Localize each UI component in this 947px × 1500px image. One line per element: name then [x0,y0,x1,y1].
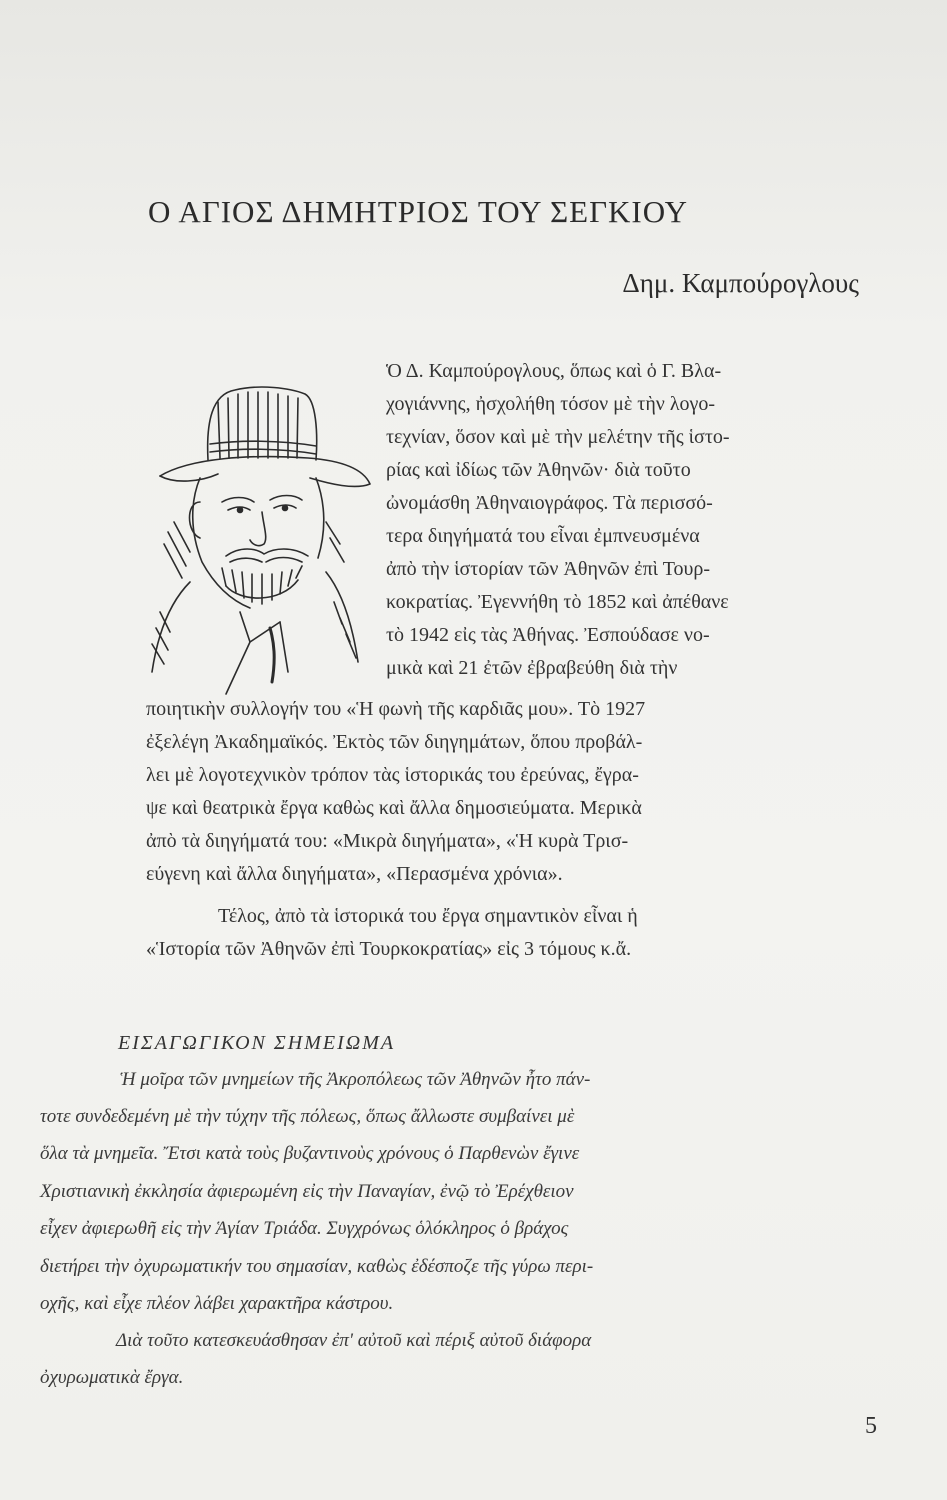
page-number: 5 [865,1413,877,1439]
intro-line: εἶχεν ἀφιερωθῆ εἰς τὴν Ἁγίαν Τριάδα. Συγχρόνως ὁλόκληρος ὁ βράχος [40,1218,569,1239]
bio-line: ἐξελέγη Ἀκαδημαϊκός. Ἐκτὸς τῶν διηγημάτων, ὅπου προβάλ- [146,731,643,753]
bio-line: κοκρατίας. Ἐγεννήθη τὸ 1852 καὶ ἀπέθανε [386,591,729,613]
intro-heading: ΕΙΣΑΓΩΓΙΚΟΝ ΣΗΜΕΙΩΜΑ [118,1032,396,1054]
intro-line: Διὰ τοῦτο κατεσκευάσθησαν ἐπ' αὐτοῦ καὶ πέριξ αὐτοῦ διάφορα [116,1330,592,1351]
bio-line: χογιάννης, ἠσχολήθη τόσον μὲ τὴν λογο- [386,393,716,415]
intro-line: διετήρει τὴν ὀχυρωματικήν του σημασίαν, καθὼς ἐδέσποζε τῆς γύρω περι- [40,1256,594,1277]
intro-line: Ἡ μοῖρα τῶν μνημείων τῆς Ἀκροπόλεως τῶν Ἀθηνῶν ἦτο πάν- [120,1069,591,1090]
bio-line: τὸ 1942 εἰς τὰς Ἀθήνας. Ἐσπούδασε νο- [386,624,710,646]
page-title: Ο ΑΓΙΟΣ ΔΗΜΗΤΡΙΟΣ ΤΟΥ ΣΕΓΚΙΟΥ [148,194,688,229]
author-name: Δημ. Καμπούρογλους [622,268,859,298]
bio-line: τεχνίαν, ὅσον καὶ μὲ τὴν μελέτην τῆς ἱστο- [386,426,730,448]
intro-line: ὀχυρωματικὰ ἔργα. [40,1367,184,1388]
author-portrait-sketch [130,372,380,702]
bio-line: ψε καὶ θεατρικὰ ἔργα καθὼς καὶ ἄλλα δημοσιεύματα. Μερικὰ [146,797,642,819]
intro-line: Χριστιανικὴ ἐκκλησία ἀφιερωμένη εἰς τὴν Παναγίαν, ἐνῷ τὸ Ἐρέχθειον [40,1181,574,1202]
intro-line: οχῆς, καὶ εἶχε πλέον λάβει χαρακτῆρα κάστρου. [40,1293,394,1314]
bio-line: ρίας καὶ ἰδίως τῶν Ἀθηνῶν· διὰ τοῦτο [386,459,691,481]
intro-line: τοτε συνδεδεμένη μὲ τὴν τύχην τῆς πόλεως, ὅπως ἄλλωστε συμβαίνει μὲ [40,1106,575,1127]
bio-line: ἀπὸ τὴν ἱστορίαν τῶν Ἀθηνῶν ἐπὶ Τουρ- [386,558,711,580]
bio-line: εύγενη καὶ ἄλλα διηγήματα», «Περασμένα χρόνια». [146,863,563,885]
bio-line: λει μὲ λογοτεχνικὸν τρόπον τὰς ἱστορικάς του ἐρεύνας, ἔγρα- [146,764,639,786]
bio-line: ποιητικὴν συλλογήν του «Ἡ φωνὴ τῆς καρδιᾶς μου». Τὸ 1927 [146,698,646,720]
bio-line: Ὁ Δ. Καμπούρογλους, ὅπως καὶ ὁ Γ. Βλα- [386,360,722,382]
bio-line: Τέλος, ἀπὸ τὰ ἱστορικά του ἔργα σημαντικὸν εἶναι ἡ [218,905,638,927]
bio-line: ἀπὸ τὰ διηγήματά του: «Μικρὰ διηγήματα», «Ἡ κυρὰ Τρισ- [146,830,629,852]
bio-line: «Ἱστορία τῶν Ἀθηνῶν ἐπὶ Τουρκοκρατίας» εἰς 3 τόμους κ.ἄ. [146,938,632,960]
bio-line: ὠνομάσθη Ἀθηναιογράφος. Τὰ περισσό- [386,492,713,514]
bio-line: μικὰ καὶ 21 ἐτῶν ἐβραβεύθη διὰ τὴν [386,657,678,679]
bio-line: τερα διηγήματά του εἶναι ἐμπνευσμένα [386,525,700,547]
intro-line: ὅλα τὰ μνημεῖα. Ἔτσι κατὰ τοὺς βυζαντινοὺς χρόνους ὁ Παρθενὼν ἔγινε [40,1143,580,1164]
